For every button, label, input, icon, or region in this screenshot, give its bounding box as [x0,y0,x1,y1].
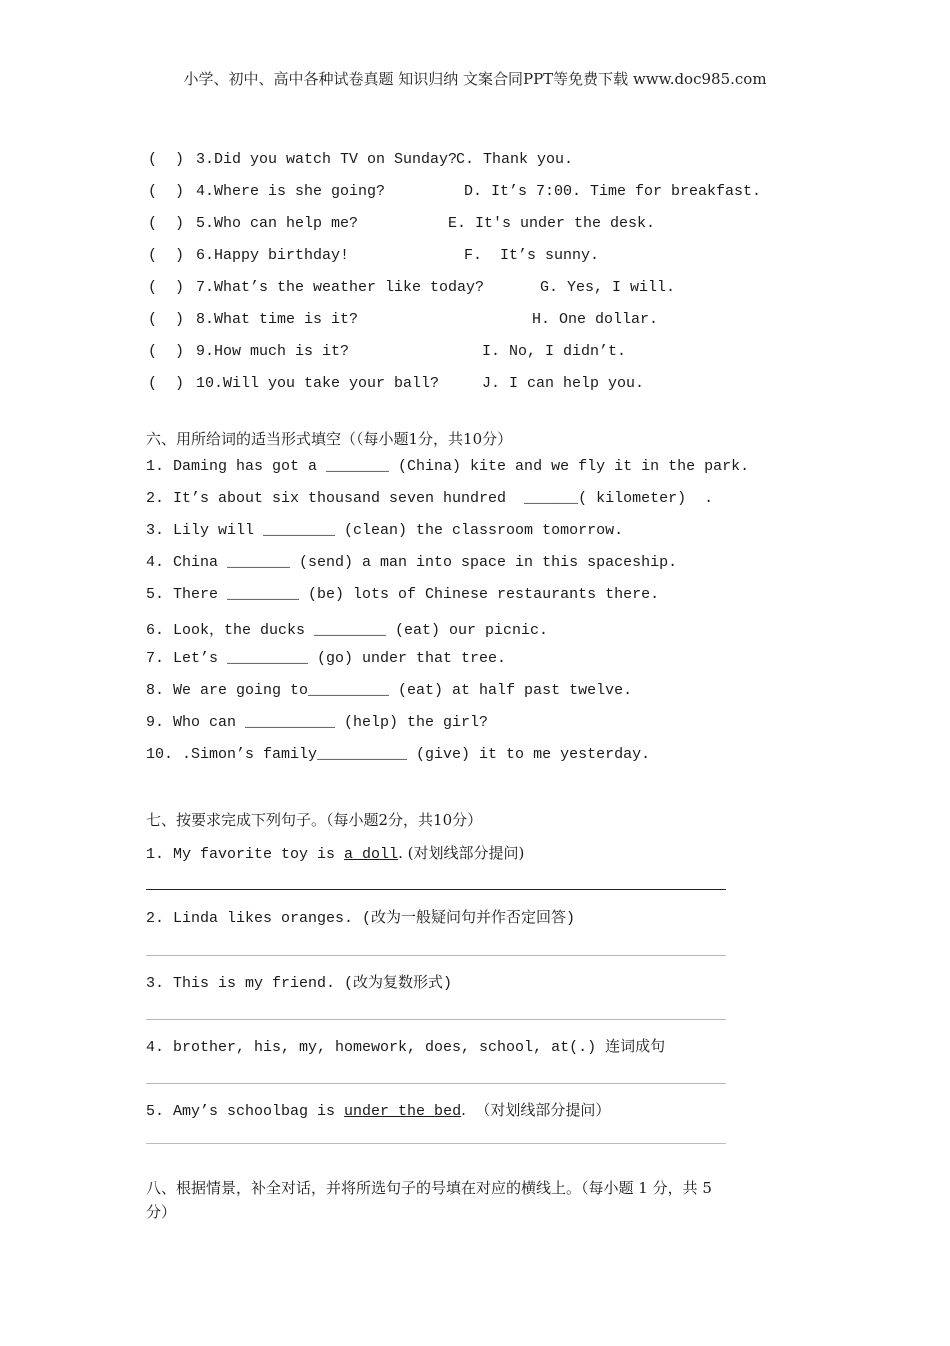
matching-answer: J. I can help you. [482,375,645,392]
answer-line-3[interactable] [146,1019,726,1020]
section6-item: 4. China _______ (send) a man into space in this spaceship. [146,554,678,571]
section7-question-3: 3. This is my friend. (改为复数形式) [146,975,453,992]
answer-bracket[interactable]: ( ) [148,343,185,360]
section7-question-5 [146,1099,610,1120]
answer-bracket[interactable]: ( ) [148,183,185,200]
section6-item: 5. There ________ (be) lots of Chinese restaurants there. [146,586,660,603]
section6-item: 7. Let’s _________ (go) under that tree. [146,650,507,667]
matching-answer: C. Thank you. [456,151,574,168]
section7-question-1 [146,842,524,863]
q1-text: 1. My favorite toy is [146,846,345,863]
matching-question: 5.Who can help me? [196,215,359,232]
matching-answer: H. One dollar. [532,311,659,328]
section6-item: 2. It’s about six thousand seven hundred ______( kilometer) . [146,490,714,507]
section6-item: 6. Look，the ducks ________ (eat) our picnic. [146,622,549,639]
section6-title: 六、用所给词的适当形式填空（（每小题1分，共10分） [146,430,513,448]
matching-answer: D. It’s 7:00. Time for breakfast. [464,183,762,200]
answer-line-1[interactable] [146,889,726,890]
section6-item: 1. Daming has got a _______ (China) kite and we fly it in the park. [146,458,750,475]
section7-title: 七、按要求完成下列句子。（每小题2分，共10分） [146,811,483,829]
matching-question: 4.Where is she going? [196,183,386,200]
answer-bracket[interactable]: ( ) [148,375,185,392]
answer-bracket[interactable]: ( ) [148,215,185,232]
answer-line-2[interactable] [146,955,726,956]
matching-question: 10.Will you take your ball? [196,375,440,392]
matching-question: 3.Did you watch TV on Sunday? [196,151,458,168]
section6-item: 9. Who can __________ (help) the girl? [146,714,489,731]
answer-line-4[interactable] [146,1083,726,1084]
matching-question: 8.What time is it? [196,311,359,328]
matching-answer: G. Yes, I will. [540,279,676,296]
section6-item: 10. .Simon’s family__________ (give) it to me yesterday. [146,746,651,763]
answer-bracket[interactable]: ( ) [148,247,185,264]
section8-title-line2: 分） [146,1203,177,1221]
section8-title-line1: 八、根据情景，补全对话，并将所选句子的号填在对应的横线上。（每小题 1 分，共 5 [146,1179,712,1197]
section6-item: 8. We are going to_________ (eat) at half past twelve. [146,682,633,699]
q5-instruction: . （对划线部分提问） [461,1101,611,1119]
q5-text: 5. Amy’s schoolbag is [146,1103,345,1120]
answer-bracket[interactable]: ( ) [148,279,185,296]
matching-answer: I. No, I didn’t. [482,343,627,360]
answer-line-5[interactable] [146,1143,726,1144]
q5-underlined: under the bed [344,1103,462,1120]
section6-item: 3. Lily will ________ (clean) the classroom tomorrow. [146,522,624,539]
q1-instruction: . (对划线部分提问) [398,844,525,862]
q1-underlined: a doll [344,846,399,863]
matching-question: 7.What’s the weather like today? [196,279,485,296]
answer-bracket[interactable]: ( ) [148,311,185,328]
answer-bracket[interactable]: ( ) [148,151,185,168]
matching-answer: E. It's under the desk. [448,215,656,232]
section7-question-4: 4. brother, his, my, homework, does, school, at(.) 连词成句 [146,1039,666,1056]
section7-question-2: 2. Linda likes oranges. (改为一般疑问句并作否定回答) [146,910,576,927]
page-header: 小学、初中、高中各种试卷真题 知识归纳 文案合同PPT等免费下载 www.doc985.com [183,70,767,88]
matching-question: 6.Happy birthday! [196,247,350,264]
matching-question: 9.How much is it? [196,343,350,360]
matching-answer: F. It’s sunny. [464,247,600,264]
